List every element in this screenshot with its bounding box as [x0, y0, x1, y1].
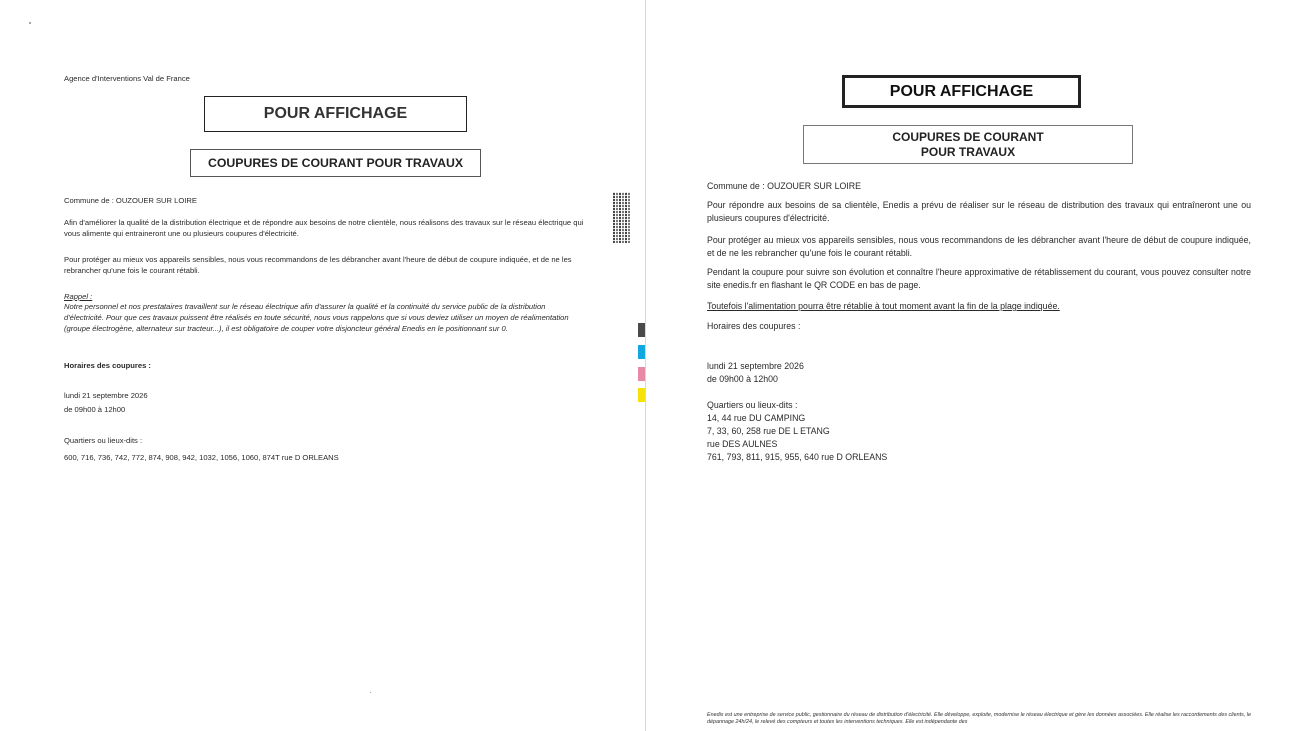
- restoration-notice: Toutefois l'alimentation pourra être rétablie à tout moment avant la fin de la plage indiquée.: [707, 301, 1060, 311]
- intro-paragraph: Afin d'améliorer la qualité de la distribution électrique et de répondre aux besoins de notre clientèle, nous réalisons des travaux sur le réseau électrique qui vous alimente qui entraineront une ou plusieurs coupures d'électricité.: [64, 218, 584, 238]
- scan-speck: [370, 692, 371, 693]
- coupures-line-2: POUR TRAVAUX: [920, 144, 1016, 159]
- outage-date: lundi 21 septembre 2026: [707, 361, 804, 371]
- left-notice-page: [0, 0, 645, 731]
- color-swatch-yellow: [638, 388, 645, 402]
- commune-line: Commune de : OUZOUER SUR LOIRE: [707, 181, 861, 191]
- commune-line: Commune de : OUZOUER SUR LOIRE: [64, 196, 197, 205]
- datamatrix-code-icon: [613, 192, 631, 243]
- affichage-title-box: POUR AFFICHAGE: [842, 75, 1081, 108]
- horaires-label: Horaires des coupures :: [64, 361, 151, 370]
- qr-info-paragraph: Pendant la coupure pour suivre son évolution et connaître l'heure approximative de rétablissement du courant, vous pouvez consulter notre site enedis.fr en flashant le QR CODE en bas de page.: [707, 267, 1251, 290]
- street-item: 7, 33, 60, 258 rue DE L ETANG: [707, 426, 830, 436]
- coupures-line-1: COUPURES DE COURANT: [892, 129, 1044, 144]
- street-list: 600, 716, 736, 742, 772, 874, 908, 942, 1032, 1056, 1060, 874T rue D ORLEANS: [64, 453, 339, 462]
- street-item: 14, 44 rue DU CAMPING: [707, 413, 806, 423]
- horaires-label: Horaires des coupures :: [707, 321, 801, 331]
- agency-name: Agence d'Interventions Val de France: [64, 74, 190, 83]
- coupures-title-box: COUPURES DE COURANT POUR TRAVAUX: [190, 149, 481, 177]
- rappel-paragraph: Notre personnel et nos prestataires travaillent sur le réseau électrique afin d'assurer la qualité et la continuité du service public de la distribution d'électricité. Pour que ces travaux puissent être réalisés en toute sécurité, nous vous rappelons que si vous deviez utiliser un moyen de réalimentation (groupe électrogène, alternateur sur tracteur...), il est obligatoire de couper votre disjoncteur général Enedis en le positionnant sur 0.: [64, 302, 569, 333]
- rappel-heading: Rappel :: [64, 292, 93, 301]
- street-item: 761, 793, 811, 915, 955, 640 rue D ORLEANS: [707, 452, 888, 462]
- intro-paragraph: Pour répondre aux besoins de sa clientèle, Enedis a prévu de réaliser sur le réseau de distribution des travaux qui entraîneront une ou plusieurs coupures d'électricité.: [707, 200, 1251, 223]
- affichage-title-box: POUR AFFICHAGE: [204, 96, 467, 132]
- scan-speck: [29, 22, 31, 24]
- coupures-title-box: [803, 125, 1133, 164]
- color-swatch-cyan: [638, 345, 645, 359]
- color-swatch-magenta: [638, 367, 645, 381]
- street-item: rue DES AULNES: [707, 439, 778, 449]
- quartiers-label: Quartiers ou lieux-dits :: [64, 436, 143, 445]
- protection-paragraph: Pour protéger au mieux vos appareils sensibles, nous vous recommandons de les débrancher avant l'heure de début de coupure indiquée, et de ne les rebrancher qu'une fois le courant rétabli.: [64, 255, 572, 275]
- quartiers-label: Quartiers ou lieux-dits :: [707, 400, 798, 410]
- outage-date: lundi 21 septembre 2026: [64, 391, 148, 400]
- footer-disclaimer: Enedis est une entreprise de service public, gestionnaire du réseau de distribution d'électricité. Elle développe, exploite, modernise le réseau électrique et gère les données associées. Elle réalise les raccordements des clients, le dépannage 24h/24, le relevé des compteurs et toutes les interventions techniques. Elle est indépendante des: [707, 712, 1251, 725]
- color-swatch-gray: [638, 323, 645, 337]
- outage-hours: de 09h00 à 12h00: [707, 374, 778, 384]
- outage-hours: de 09h00 à 12h00: [64, 405, 126, 414]
- protection-paragraph: Pour protéger au mieux vos appareils sensibles, nous vous recommandons de les débrancher avant l'heure de début de coupure indiquée, et de ne les rebrancher qu'une fois le courant rétabli.: [707, 235, 1251, 258]
